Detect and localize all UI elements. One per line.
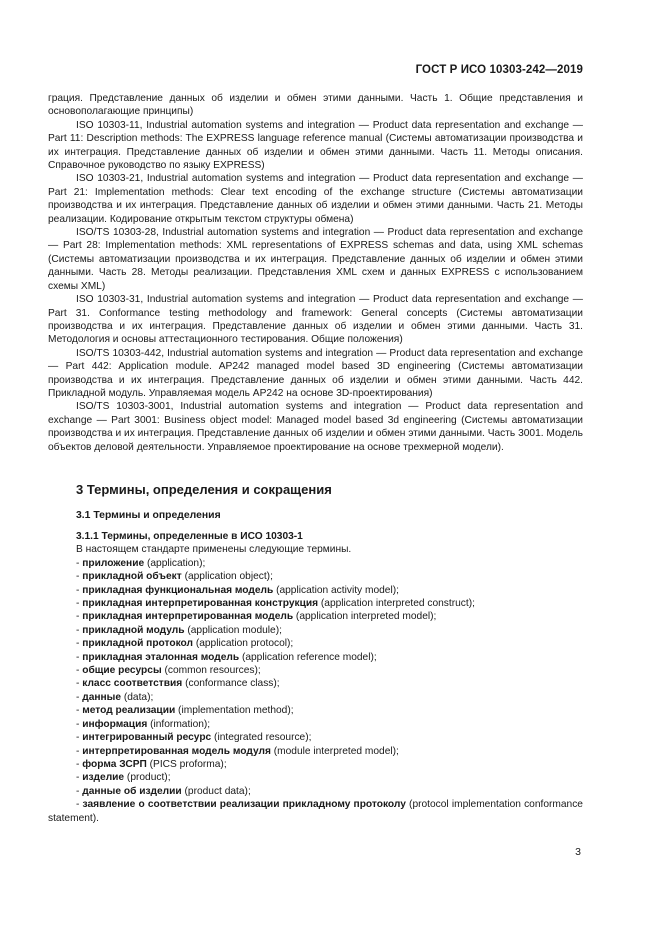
section-title: 3 Термины, определения и сокращения	[76, 482, 332, 497]
term-en: (application interpreted model);	[293, 611, 437, 623]
term-item: - класс соответствия (conformance class);	[76, 678, 280, 690]
term-item: - данные об изделии (product data);	[76, 785, 251, 797]
term-item: - прикладная интерпретированная конструкция (application interpreted construct);	[76, 598, 475, 610]
term-item: - прикладной объект (application object);	[76, 571, 273, 583]
term-item: - приложение (application);	[76, 557, 206, 569]
term-ru: изделие	[82, 772, 125, 784]
term-item: - прикладной модуль (application module);	[76, 624, 282, 636]
term-ru: форма ЗСРП	[82, 758, 147, 770]
term-ru: прикладной модуль	[82, 624, 185, 636]
subsection-title: 3.1 Термины и определения	[76, 510, 221, 521]
term-en: (product data);	[181, 785, 251, 797]
term-en: (information);	[147, 718, 211, 730]
term-ru: прикладная интерпретированная конструкция	[82, 598, 319, 610]
term-en: (PICS proforma);	[146, 758, 227, 770]
reference-iso-ts-10303-3001: ISO/TS 10303-3001, Industrial automation systems and integration — Product data representation and exchange — Part 3001: Business object model: Managed model based 3d engineering (Системы автоматизации производства и их интеграция. Представление данных об изделии и обмен этими данными. Часть 3001. Модель объектов деловой деятельности. Управляемое проектирование на основе трехмерной модели).	[48, 401, 583, 453]
term-ru: класс соответствия	[82, 678, 183, 690]
term-en: (application);	[144, 557, 206, 569]
term-en: (application interpreted construct);	[318, 598, 475, 610]
reference-iso-ts-10303-442: ISO/TS 10303-442, Industrial automation systems and integration — Product data representation and exchange — Part 442: Application module. AP242 managed model based 3D engineering (Системы автоматизации производства и их интеграция. Представление данных об изделии и обмен этими данными. Часть 442. Прикладной модуль. Управляемая модель AP242 на основе 3D-проектирования)	[48, 347, 583, 399]
reference-iso-ts-10303-28: ISO/TS 10303-28, Industrial automation systems and integration — Product data representation and exchange — Part 28: Implementation methods: XML representations of EXPRESS schemas and data, using XML schemas (Системы автоматизации производства и их интеграция. Представление данных об изделии и обмен этими данными. Часть 28. Методы реализации. Представления XML схем и данных EXPRESS с использованием схемы XML)	[48, 227, 583, 292]
term-en: (application object);	[181, 571, 273, 583]
terms-items	[48, 557, 583, 798]
reference-iso-10303-11: ISO 10303-11, Industrial automation systems and integration — Product data representation and exchange — Part 11: Description methods: The EXPRESS language reference manual (Системы автоматизации производства и их интеграция. Представление данных об изделии и обмен этими данными. Часть 11. Методы описания. Справочное руководство по языку EXPRESS)	[48, 119, 583, 172]
term-item: - информация (information);	[76, 718, 211, 730]
document-header: ГОСТ Р ИСО 10303-242—2019	[415, 64, 583, 76]
term-en: (application reference model);	[239, 651, 377, 663]
page-number: 3	[575, 846, 581, 858]
term-item: - данные (data);	[76, 691, 154, 703]
term-en: (product);	[124, 772, 171, 784]
term-item: - форма ЗСРП (PICS proforma);	[76, 758, 227, 770]
term-item: - изделие (product);	[76, 772, 171, 784]
term-ru: прикладная эталонная модель	[82, 651, 240, 663]
subsubsection-title: 3.1.1 Термины, определенные в ИСО 10303-1	[76, 531, 303, 542]
references-list	[48, 92, 583, 454]
terms-list	[48, 530, 583, 825]
term-en: (protocol implementation conformance statement).	[48, 799, 583, 824]
term-ru: прикладная функциональная модель	[82, 584, 274, 596]
term-item: - метод реализации (implementation method);	[76, 705, 294, 717]
term-item: - интегрированный ресурс (integrated resource);	[76, 732, 312, 744]
term-ru: общие ресурсы	[82, 665, 162, 677]
term-ru: данные об изделии	[82, 785, 182, 797]
term-en: (conformance class);	[182, 678, 280, 690]
term-en: (implementation method);	[175, 705, 294, 717]
terms-intro: В настоящем стандарте применены следующие термины.	[76, 544, 352, 556]
term-item: - прикладная эталонная модель (application reference model);	[76, 651, 377, 663]
term-ru: прикладная интерпретированная модель	[82, 611, 294, 623]
reference-iso-10303-31: ISO 10303-31, Industrial automation systems and integration — Product data representation and exchange — Part 31. Conformance testing methodology and framework: General concepts (Системы автоматизации производства и их интеграция. Представление данных об изделии и обмен этими данными. Часть 31. Методология и основы аттестационного тестирования. Общие положения)	[48, 294, 583, 346]
term-en: (common resources);	[161, 665, 261, 677]
term-item: - прикладная интерпретированная модель (application interpreted model);	[76, 611, 437, 623]
term-ru: метод реализации	[82, 705, 176, 717]
term-item: - заявление о соответствии реализации прикладному протоколу (protocol implementation conformance statement).	[48, 799, 583, 824]
term-item: - интерпретированная модель модуля (module interpreted model);	[76, 745, 399, 757]
term-en: (application module);	[184, 624, 282, 636]
term-en: (integrated resource);	[211, 732, 312, 744]
term-ru: прикладной протокол	[82, 638, 193, 650]
term-ru: приложение	[82, 557, 145, 569]
term-ru: интегрированный ресурс	[82, 732, 212, 744]
term-en: (data);	[121, 691, 154, 703]
term-item: - прикладная функциональная модель (application activity model);	[76, 584, 399, 596]
term-ru: прикладной объект	[82, 571, 182, 583]
term-item: - общие ресурсы (common resources);	[76, 665, 261, 677]
reference-iso-10303-21: ISO 10303-21, Industrial automation systems and integration — Product data representation and exchange — Part 21: Implementation methods: Clear text encoding of the exchange structure (Системы автоматизации производства и их интеграция. Представление данных об изделии и обмен этими данными. Часть 21. Методы реализации. Кодирование открытым текстом структуры обмена)	[48, 173, 583, 225]
term-ru: заявление о соответствии реализации прикладному протоколу	[82, 799, 406, 811]
term-en: (application protocol);	[193, 638, 294, 650]
term-en: (application activity model);	[273, 584, 399, 596]
term-ru: информация	[82, 718, 148, 730]
term-item: - прикладной протокол (application protocol);	[76, 638, 294, 650]
reference-continuation: грация. Представление данных об изделии и обмен этими данными. Часть 1. Общие представления и основополагающие принципы)	[48, 93, 583, 118]
term-ru: интерпретированная модель модуля	[82, 745, 271, 757]
term-ru: данные	[82, 691, 122, 703]
term-en: (module interpreted model);	[270, 745, 399, 757]
